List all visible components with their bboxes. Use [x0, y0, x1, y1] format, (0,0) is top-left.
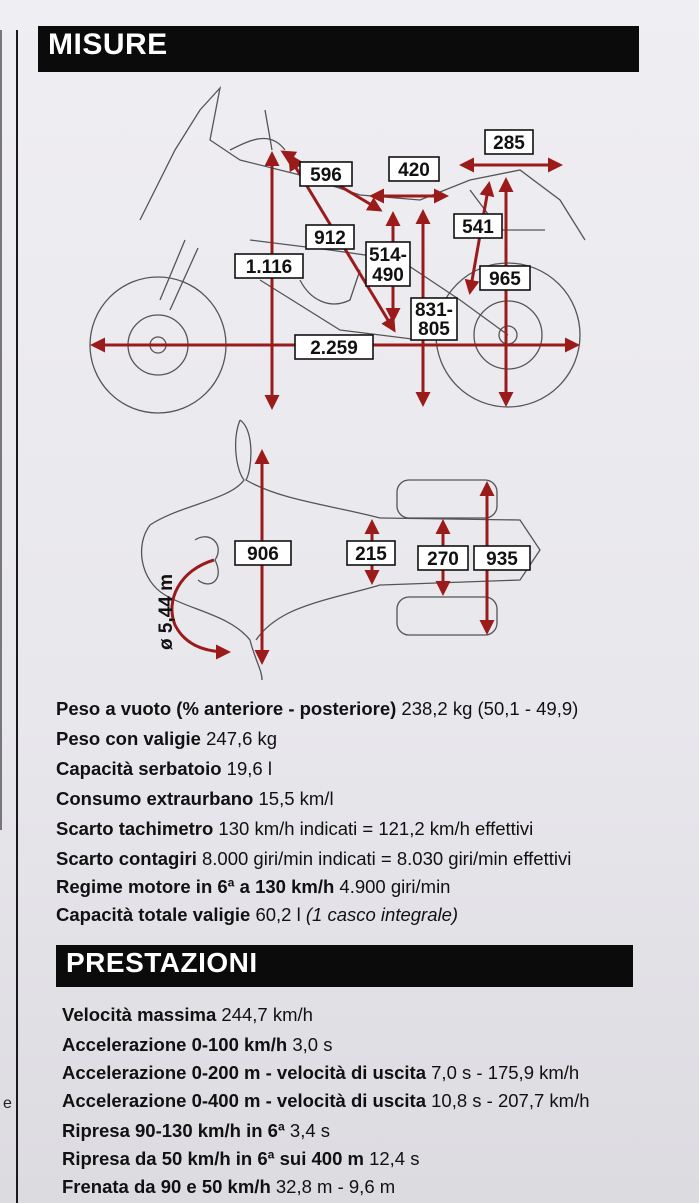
spec-row: Consumo extraurbano 15,5 km/l [56, 788, 334, 809]
turning-circle-label: ø 5,44 m [156, 573, 177, 650]
performance-row: Ripresa 90-130 km/h in 6ª 3,4 s [62, 1120, 331, 1141]
spec-row: Scarto tachimetro 130 km/h indicati = 121,2 km/h effettivi [56, 818, 534, 839]
svg-text:514-: 514- [368, 245, 408, 266]
prestazioni-header [56, 945, 633, 987]
performance-row: Frenata da 90 e 50 km/h 32,8 m - 9,6 m [62, 1176, 396, 1197]
performance-row: Accelerazione 0-400 m - velocità di uscita 10,8 s - 207,7 km/h [62, 1090, 590, 1111]
svg-text:215: 215 [355, 544, 387, 565]
label-1116 [235, 254, 303, 278]
svg-text:906: 906 [247, 544, 279, 565]
prestazioni-title: PRESTAZIONI [66, 947, 258, 978]
svg-text:541: 541 [462, 217, 494, 238]
label-215 [347, 541, 395, 565]
performance-row: Velocità massima 244,7 km/h [62, 1004, 313, 1025]
performance-row: Ripresa da 50 km/h in 6ª sui 400 m 12,4 s [62, 1148, 420, 1169]
label-965 [480, 266, 530, 290]
margin-text: e [3, 1095, 12, 1112]
label-541 [454, 214, 502, 238]
svg-text:805: 805 [418, 319, 450, 340]
svg-text:965: 965 [489, 269, 521, 290]
performance-row: Accelerazione 0-200 m - velocità di uscita 7,0 s - 175,9 km/h [62, 1062, 580, 1083]
spec-row: Regime motore in 6ª a 130 km/h 4.900 giri/min [56, 876, 451, 897]
label-514-490 [366, 242, 410, 286]
label-831-805 [411, 298, 457, 340]
label-596 [300, 162, 352, 186]
svg-text:912: 912 [314, 228, 346, 249]
label-906 [235, 541, 291, 565]
svg-text:285: 285 [493, 133, 525, 154]
label-2259 [295, 335, 373, 359]
spec-row: Peso a vuoto (% anteriore - posteriore) 238,2 kg (50,1 - 49,9) [56, 698, 579, 719]
svg-text:2.259: 2.259 [310, 338, 358, 359]
misure-title: MISURE [48, 28, 168, 61]
label-420 [389, 157, 439, 181]
spec-row: Capacità totale valigie 60,2 l (1 casco integrale) [56, 904, 459, 925]
spec-row: Scarto contagiri 8.000 giri/min indicati = 8.030 giri/min effettivi [56, 848, 572, 869]
svg-text:490: 490 [372, 265, 404, 286]
svg-text:1.116: 1.116 [245, 257, 293, 278]
label-912 [306, 225, 354, 249]
spec-row: Peso con valigie 247,6 kg [56, 728, 278, 749]
svg-text:596: 596 [310, 165, 342, 186]
svg-text:420: 420 [398, 160, 430, 181]
label-285 [485, 130, 533, 154]
performance-row: Accelerazione 0-100 km/h 3,0 s [62, 1034, 333, 1055]
label-270 [418, 546, 468, 570]
svg-text:270: 270 [427, 549, 459, 570]
svg-text:935: 935 [486, 549, 518, 570]
label-935 [474, 546, 530, 570]
spec-row: Capacità serbatoio 19,6 l [56, 758, 272, 779]
svg-text:831-: 831- [414, 300, 454, 321]
